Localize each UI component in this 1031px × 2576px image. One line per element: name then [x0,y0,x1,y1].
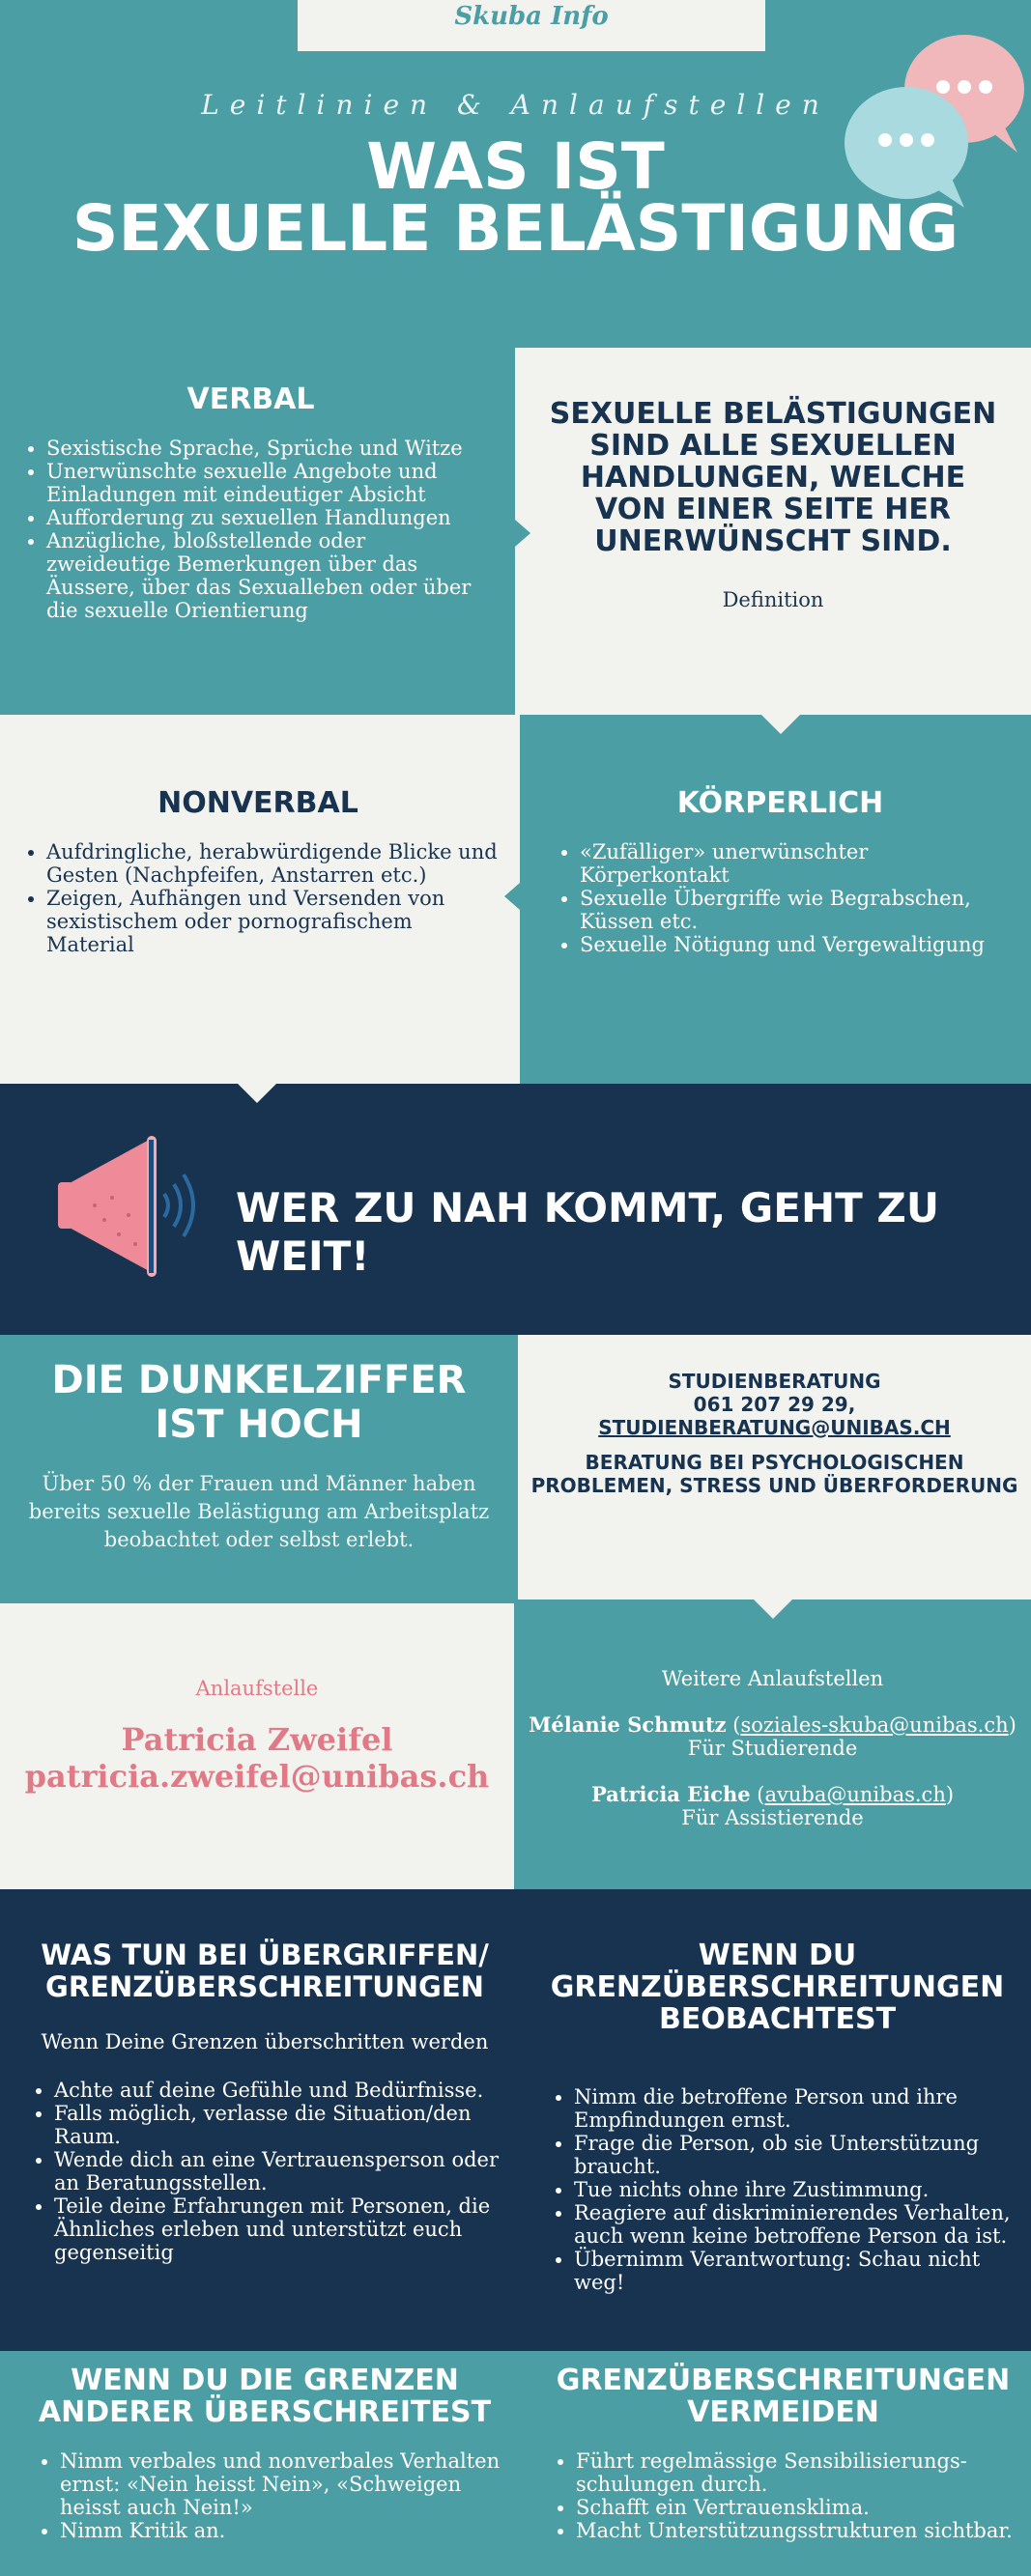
beobachtest-heading-line3: BEOBACHTEST [658,2002,897,2036]
pointer-arrow [515,520,530,547]
contact1-email-link[interactable]: soziales-skuba@unibas.ch [740,1713,1009,1737]
verbal-list [15,437,486,622]
vermeiden-heading-line1: GRENZÜBERSCHREITUNGEN [556,2364,1011,2397]
banner-section [0,1084,1031,1335]
ueberschreitest-heading-line1: WENN DU DIE GRENZEN [71,2364,459,2397]
vermeiden-section [520,2351,1031,2576]
uebergriffe-section [0,1889,520,2351]
studienberatung-phone[interactable]: 061 207 29 29, [693,1393,856,1416]
list-item: • Aufforderung zu sexuellen Handlungen [46,506,486,529]
list-item: • Schafft ein Vertrauensklima. [576,2496,1021,2519]
page-title-line2: SEXUELLE BELÄSTIGUNG [72,191,959,266]
contact2-email-link[interactable]: avuba@unibas.ch [764,1783,946,1806]
list-item: • Macht Unterstützungsstrukturen sichtbar. [576,2519,1021,2542]
studienberatung-subtitle: BERATUNG BEI PSYCHOLOGISCHEN PROBLEMEN, STRESS UND ÜBERFORDERUNG [530,1451,1018,1497]
beobachtest-section [520,1889,1031,2351]
beobachtest-heading-line2: GRENZÜBERSCHREITUNGEN [550,1970,1005,2004]
anlaufstelle-label: Anlaufstelle [195,1677,319,1700]
ueberschreitest-section [0,2351,520,2576]
list-item: • Reagiere auf diskriminierendes Verhalten, auch wenn keine betroffene Person da ist. [574,2201,1012,2248]
koerperlich-list [549,840,1012,956]
contact1-name: Mélanie Schmutz [529,1713,727,1737]
vermeiden-list [545,2449,1021,2542]
list-item: • Nimm die betroffene Person und ihre Empfindungen ernst. [574,2085,1012,2132]
pointer-arrow [754,1599,792,1619]
contact1-role: Für Studierende [687,1737,858,1760]
list-item: • Führt regelmässige Sensibilisierungs-schulungen durch. [576,2449,1021,2496]
uebergriffe-intro: Wenn Deine Grenzen überschritten werden [41,2030,489,2053]
list-item: • Zeigen, Aufhängen und Versenden von sexistischem oder pornografischem Material [46,887,501,956]
anlaufstelle-name: Patricia Zweifel [121,1721,393,1758]
verbal-heading: VERBAL [186,382,315,416]
nonverbal-heading: NONVERBAL [158,786,358,820]
header-section [0,0,1031,348]
list-item: • Wende dich an eine Vertrauensperson oder an Beratungsstellen. [54,2148,506,2194]
koerperlich-heading: KÖRPERLICH [676,786,884,820]
header-tab-label: Skuba Info [454,2,609,31]
list-item: • «Zufälliger» unerwünschter Körperkontakt [580,840,1012,887]
list-item: • Tue nichts ohne ihre Zustimmung. [574,2178,1012,2201]
vermeiden-heading-line2: VERMEIDEN [687,2395,879,2429]
studienberatung-contact [528,1393,1021,1439]
definition-text: SEXUELLE BELÄSTIGUNGEN SIND ALLE SEXUELLEN HANDLUNGEN, WELCHE VON EINER SEITE HER UNERWÜNSCHT SIND. [549,397,997,558]
list-item: • Unerwünschte sexuelle Angebote und Einladungen mit eindeutiger Absicht [46,460,486,506]
weitere-title: Weitere Anlaufstellen [661,1667,884,1690]
list-item: • Achte auf deine Gefühle und Bedürfnisse. [54,2079,506,2102]
nonverbal-section [0,715,520,1084]
beobachtest-heading-line1: WENN DU [698,1939,857,1972]
banner-text: WER ZU NAH KOMMT, GEHT ZU WEIT! [236,1184,939,1280]
weitere-contact2: Patricia Eiche (avuba@unibas.ch) [590,1782,955,1806]
koerperlich-section [520,715,1031,1084]
studienberatung-title: STUDIENBERATUNG [668,1370,881,1393]
pointer-arrow [504,883,520,910]
list-item: • Falls möglich, verlasse die Situation/den Raum. [54,2102,506,2148]
dunkelziffer-heading-line1: DIE DUNKELZIFFER [51,1358,467,1402]
dunkelziffer-section [0,1335,518,1603]
nonverbal-list [15,840,501,956]
pointer-arrow [761,715,800,734]
megaphone-icon [46,1128,211,1283]
anlaufstelle-section [0,1603,514,1889]
uebergriffe-list [23,2079,506,2264]
uebergriffe-heading-line1: WAS TUN BEI ÜBERGRIFFEN/ [41,1939,489,1971]
list-item: • Anzügliche, bloßstellende oder zweideutige Bemerkungen über das Äussere, über das Sexualleben oder über die sexuelle Orientierung [46,529,486,622]
beobachtest-list [543,2085,1012,2294]
list-item: • Teile deine Erfahrungen mit Personen, die Ähnliches erleben und unterstützt euch gegenseitig [54,2194,506,2264]
uebergriffe-heading-line2: GRENZÜBERSCHREITUNGEN [45,1970,484,2003]
anlaufstelle-email[interactable]: patricia.zweifel@unibas.ch [24,1758,490,1795]
studienberatung-section [518,1335,1031,1603]
ueberschreitest-list [29,2449,501,2542]
header-tagline: Leitlinien & Anlaufstellen [201,89,830,121]
list-item: • Sexistische Sprache, Sprüche und Witze [46,437,486,460]
list-item: • Übernimm Verantwortung: Schau nicht weg! [574,2248,1012,2294]
weitere-section [514,1599,1031,1889]
contact2-name: Patricia Eiche [590,1782,751,1806]
definition-section [515,348,1031,715]
contact2-role: Für Assistierende [681,1806,864,1829]
list-item: • Sexuelle Nötigung und Vergewaltigung [580,933,1012,956]
list-item: • Nimm Kritik an. [60,2519,501,2542]
studienberatung-email-link[interactable]: STUDIENBERATUNG@UNIBAS.CH [598,1416,951,1439]
ueberschreitest-heading-line2: ANDERER ÜBERSCHREITEST [38,2395,492,2429]
list-item: • Aufdringliche, herabwürdigende Blicke und Gesten (Nachpfeifen, Anstarren etc.) [46,840,501,887]
page-title-line1: WAS IST [366,129,665,204]
verbal-section [0,348,515,715]
list-item: • Sexuelle Übergriffe wie Begrabschen, Küssen etc. [580,887,1012,933]
dunkelziffer-heading-line2: IST HOCH [155,1402,363,1447]
definition-caption: Definition [722,588,824,611]
pointer-arrow [238,1084,276,1103]
header-tab [298,0,765,51]
list-item: • Nimm verbales und nonverbales Verhalten ernst: «Nein heisst Nein», «Schweigen heisst auch Nein!» [60,2449,501,2519]
weitere-contact1: Mélanie Schmutz (soziales-skuba@unibas.ch) [529,1713,1017,1737]
list-item: • Frage die Person, ob sie Unterstützung braucht. [574,2132,1012,2178]
dunkelziffer-text: Über 50 % der Frauen und Männer haben bereits sexuelle Belästigung am Arbeitsplatz beobachtet oder selbst erlebt. [28,1472,490,1551]
